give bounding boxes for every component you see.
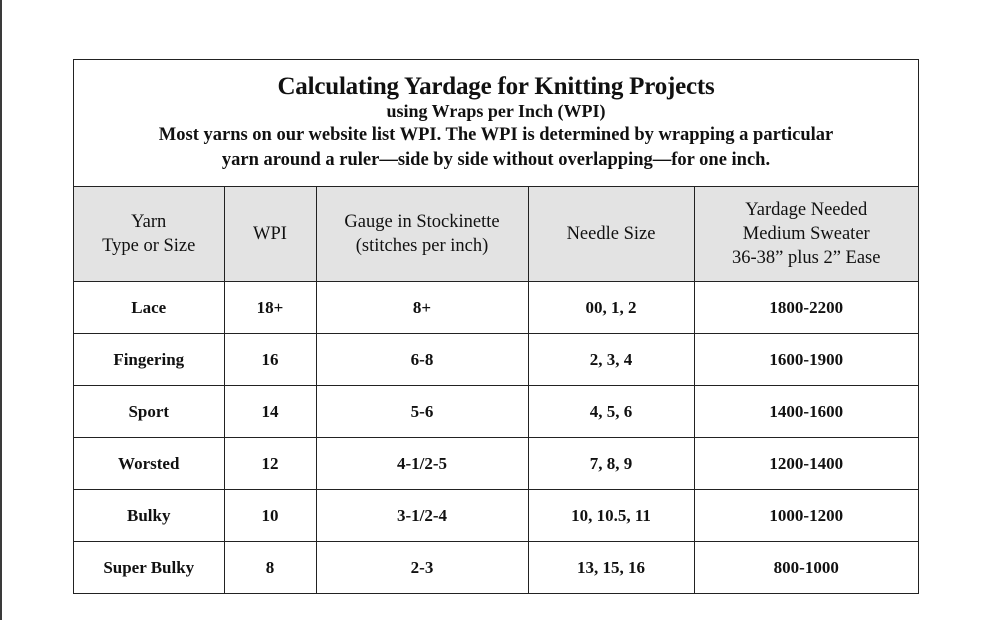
cell-yardage: 1400-1600 [694,386,918,438]
header-text-line: Type or Size [102,236,196,256]
header-text-line: Gauge in Stockinette [344,212,500,232]
cell-gauge: 6-8 [316,334,528,386]
description-line-2: yarn around a ruler—side by side without overlapping—for one inch. [221,150,771,170]
header-text-line: WPI [253,224,287,244]
cell-yarn-type: Fingering [74,334,224,386]
chart-subtitle: using Wraps per Inch (WPI) [386,101,606,121]
cell-needle-size: 00, 1, 2 [528,282,694,334]
table-row [74,334,918,386]
cell-wpi: 16 [224,334,316,386]
cell-wpi: 14 [224,386,316,438]
cell-yardage: 1600-1900 [694,334,918,386]
cell-wpi: 10 [224,490,316,542]
cell-yarn-type: Worsted [74,438,224,490]
cell-wpi: 12 [224,438,316,490]
cell-gauge: 4-1/2-5 [316,438,528,490]
cell-gauge: 2-3 [316,542,528,594]
chart-header [74,60,918,186]
cell-gauge: 8+ [316,282,528,334]
cell-yardage: 1800-2200 [694,282,918,334]
header-yarn-type [74,187,224,282]
header-text-line: 36-38” plus 2” Ease [732,248,881,268]
cell-needle-size: 13, 15, 16 [528,542,694,594]
table-row [74,282,918,334]
table-row [74,490,918,542]
cell-gauge: 3-1/2-4 [316,490,528,542]
cell-yarn-type: Bulky [74,490,224,542]
page-left-edge [0,0,2,620]
header-text-line: (stitches per inch) [355,236,489,256]
cell-needle-size: 10, 10.5, 11 [528,490,694,542]
cell-yarn-type: Lace [74,282,224,334]
header-text-line: Medium Sweater [742,224,870,244]
cell-wpi: 8 [224,542,316,594]
yardage-chart-card [73,59,919,594]
cell-wpi: 18+ [224,282,316,334]
header-text-line: Yarn [131,212,167,232]
table-row [74,386,918,438]
header-needle-size [528,187,694,282]
table-row [74,542,918,594]
table-row [74,438,918,490]
cell-yardage: 800-1000 [694,542,918,594]
cell-yardage: 1000-1200 [694,490,918,542]
chart-title: Calculating Yardage for Knitting Projects [277,73,715,100]
header-text-line: Needle Size [566,224,656,244]
cell-needle-size: 7, 8, 9 [528,438,694,490]
table-header-row [74,187,918,282]
cell-needle-size: 4, 5, 6 [528,386,694,438]
cell-yarn-type: Super Bulky [74,542,224,594]
description-line-1: Most yarns on our website list WPI. The WPI is determined by wrapping a particular [158,125,834,145]
header-text-line: Yardage Needed [745,200,868,220]
header-gauge [316,187,528,282]
chart-description [74,123,918,173]
cell-gauge: 5-6 [316,386,528,438]
yardage-table [74,186,918,593]
header-wpi [224,187,316,282]
header-yardage-needed [694,187,918,282]
cell-yarn-type: Sport [74,386,224,438]
cell-needle-size: 2, 3, 4 [528,334,694,386]
cell-yardage: 1200-1400 [694,438,918,490]
